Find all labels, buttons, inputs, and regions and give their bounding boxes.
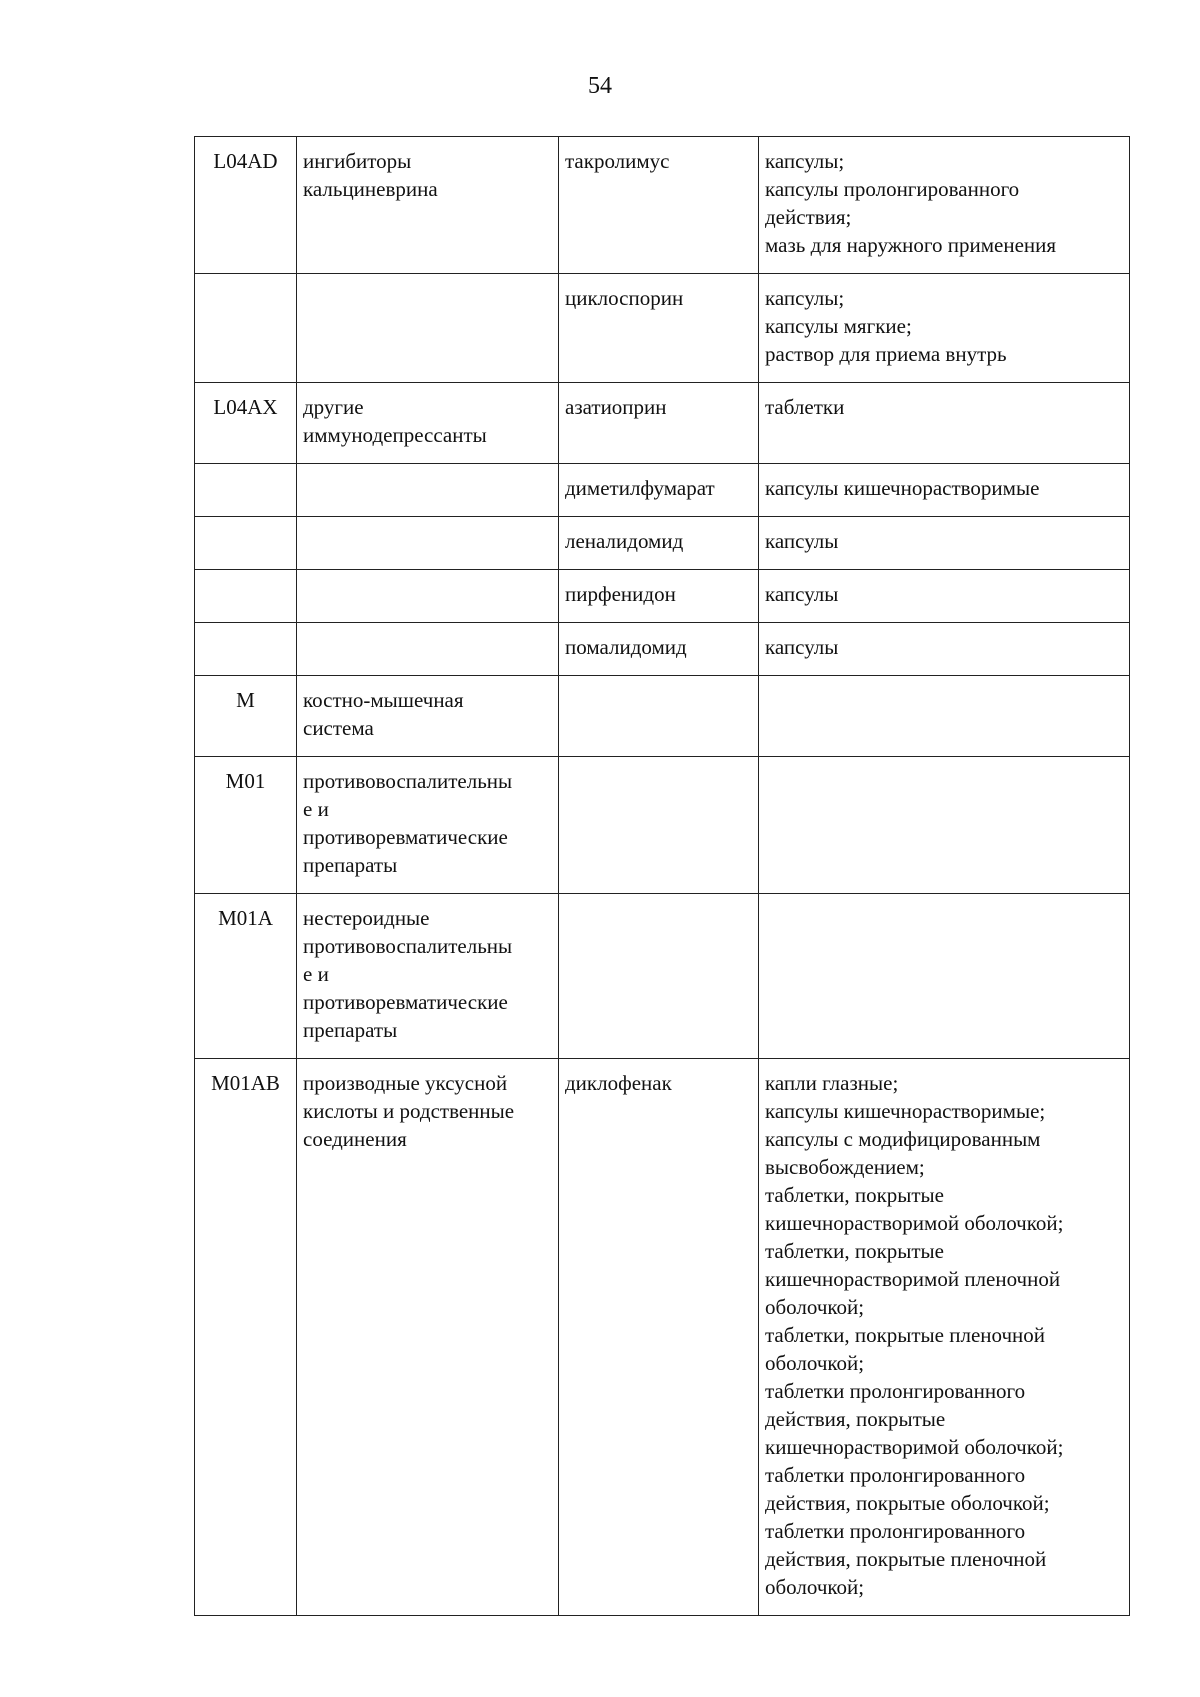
dosage-form-line: таблетки, покрытые	[765, 1239, 944, 1263]
drug-name-cell: такролимус	[559, 137, 759, 274]
table-row	[195, 894, 1130, 1059]
dosage-forms-cell	[759, 517, 1130, 570]
dosage-form-line: действия, покрытые пленочной	[765, 1547, 1047, 1571]
dosage-form-line: капсулы;	[765, 149, 845, 173]
dosage-form-line: капсулы кишечнорастворимые;	[765, 1099, 1046, 1123]
group-line: система	[303, 716, 374, 740]
group-line: иммунодепрессанты	[303, 423, 487, 447]
group-line: кислоты и родственные	[303, 1099, 515, 1123]
group-line: соединения	[303, 1127, 407, 1151]
atc-code-cell	[195, 274, 297, 383]
group-line: препараты	[303, 853, 398, 877]
atc-code-cell	[195, 517, 297, 570]
dosage-form-line: действия, покрытые	[765, 1407, 946, 1431]
dosage-form-line: капсулы	[765, 582, 839, 606]
page-number: 54	[588, 73, 612, 99]
dosage-form-line: действия;	[765, 205, 852, 229]
drug-table	[194, 136, 1130, 1616]
table-row	[195, 517, 1130, 570]
dosage-form-line: таблетки, покрытые	[765, 1183, 944, 1207]
anatomical-group-cell	[297, 676, 559, 757]
dosage-forms-cell	[759, 383, 1130, 464]
dosage-forms-cell	[759, 757, 1130, 894]
dosage-form-line: раствор для приема внутрь	[765, 342, 1007, 366]
table-row	[195, 570, 1130, 623]
anatomical-group-cell	[297, 570, 559, 623]
anatomical-group-cell	[297, 623, 559, 676]
dosage-form-line: капсулы	[765, 635, 839, 659]
dosage-form-line: оболочкой;	[765, 1351, 865, 1375]
drug-name-cell	[559, 676, 759, 757]
dosage-form-line: высвобождением;	[765, 1155, 925, 1179]
table-body	[195, 137, 1130, 1616]
dosage-forms-cell	[759, 894, 1130, 1059]
group-line: другие	[303, 395, 364, 419]
dosage-form-line: оболочкой;	[765, 1575, 865, 1599]
atc-code-cell: M	[195, 676, 297, 757]
group-line: противоревматические	[303, 990, 508, 1014]
atc-code-cell: L04AD	[195, 137, 297, 274]
table-row	[195, 1059, 1130, 1616]
table-row	[195, 137, 1130, 274]
anatomical-group-cell	[297, 274, 559, 383]
atc-code-cell	[195, 464, 297, 517]
anatomical-group-cell	[297, 894, 559, 1059]
group-line: е и	[303, 797, 329, 821]
group-line: противоревматические	[303, 825, 508, 849]
dosage-form-line: действия, покрытые оболочкой;	[765, 1491, 1050, 1515]
table-row	[195, 676, 1130, 757]
anatomical-group-cell	[297, 383, 559, 464]
dosage-forms-cell	[759, 676, 1130, 757]
group-line: костно-мышечная	[303, 688, 464, 712]
table-row	[195, 383, 1130, 464]
dosage-form-line: таблетки пролонгированного	[765, 1379, 1026, 1403]
dosage-form-line: таблетки, покрытые пленочной	[765, 1323, 1046, 1347]
drug-name-cell: диметилфумарат	[559, 464, 759, 517]
dosage-form-line: капсулы с модифицированным	[765, 1127, 1041, 1151]
atc-code-cell: L04AX	[195, 383, 297, 464]
dosage-form-line: капсулы	[765, 529, 839, 553]
drug-name-cell: циклоспорин	[559, 274, 759, 383]
table-row	[195, 757, 1130, 894]
drug-name-cell: пирфенидон	[559, 570, 759, 623]
dosage-form-line: капсулы мягкие;	[765, 314, 912, 338]
dosage-form-line: кишечнорастворимой оболочкой;	[765, 1211, 1064, 1235]
dosage-form-line: капсулы;	[765, 286, 845, 310]
dosage-form-line: капли глазные;	[765, 1071, 899, 1095]
group-line: противовоспалительны	[303, 934, 513, 958]
table-row	[195, 274, 1130, 383]
dosage-form-line: кишечнорастворимой оболочкой;	[765, 1435, 1064, 1459]
atc-code-cell	[195, 623, 297, 676]
group-line: препараты	[303, 1018, 398, 1042]
anatomical-group-cell	[297, 1059, 559, 1616]
drug-name-cell: помалидомид	[559, 623, 759, 676]
dosage-forms-cell	[759, 137, 1130, 274]
atc-code-cell: M01AB	[195, 1059, 297, 1616]
group-line: кальциневрина	[303, 177, 438, 201]
anatomical-group-cell	[297, 517, 559, 570]
drug-name-cell	[559, 894, 759, 1059]
dosage-forms-cell	[759, 623, 1130, 676]
group-line: ингибиторы	[303, 149, 412, 173]
drug-name-cell: диклофенак	[559, 1059, 759, 1616]
dosage-form-line: капсулы пролонгированного	[765, 177, 1020, 201]
group-line: производные уксусной	[303, 1071, 508, 1095]
anatomical-group-cell	[297, 137, 559, 274]
dosage-form-line: оболочкой;	[765, 1295, 865, 1319]
dosage-form-line: кишечнорастворимой пленочной	[765, 1267, 1061, 1291]
dosage-forms-cell	[759, 464, 1130, 517]
dosage-form-line: таблетки	[765, 395, 845, 419]
dosage-form-line: мазь для наружного применения	[765, 233, 1057, 257]
dosage-forms-cell	[759, 274, 1130, 383]
anatomical-group-cell	[297, 757, 559, 894]
atc-code-cell	[195, 570, 297, 623]
group-line: е и	[303, 962, 329, 986]
dosage-form-line: капсулы кишечнорастворимые	[765, 476, 1040, 500]
atc-code-cell: M01	[195, 757, 297, 894]
dosage-forms-cell	[759, 570, 1130, 623]
drug-name-cell: азатиоприн	[559, 383, 759, 464]
drug-name-cell	[559, 757, 759, 894]
anatomical-group-cell	[297, 464, 559, 517]
table-row	[195, 464, 1130, 517]
dosage-forms-cell	[759, 1059, 1130, 1616]
drug-name-cell: леналидомид	[559, 517, 759, 570]
dosage-form-line: таблетки пролонгированного	[765, 1519, 1026, 1543]
table-row	[195, 623, 1130, 676]
atc-code-cell: M01A	[195, 894, 297, 1059]
group-line: противовоспалительны	[303, 769, 513, 793]
group-line: нестероидные	[303, 906, 430, 930]
dosage-form-line: таблетки пролонгированного	[765, 1463, 1026, 1487]
